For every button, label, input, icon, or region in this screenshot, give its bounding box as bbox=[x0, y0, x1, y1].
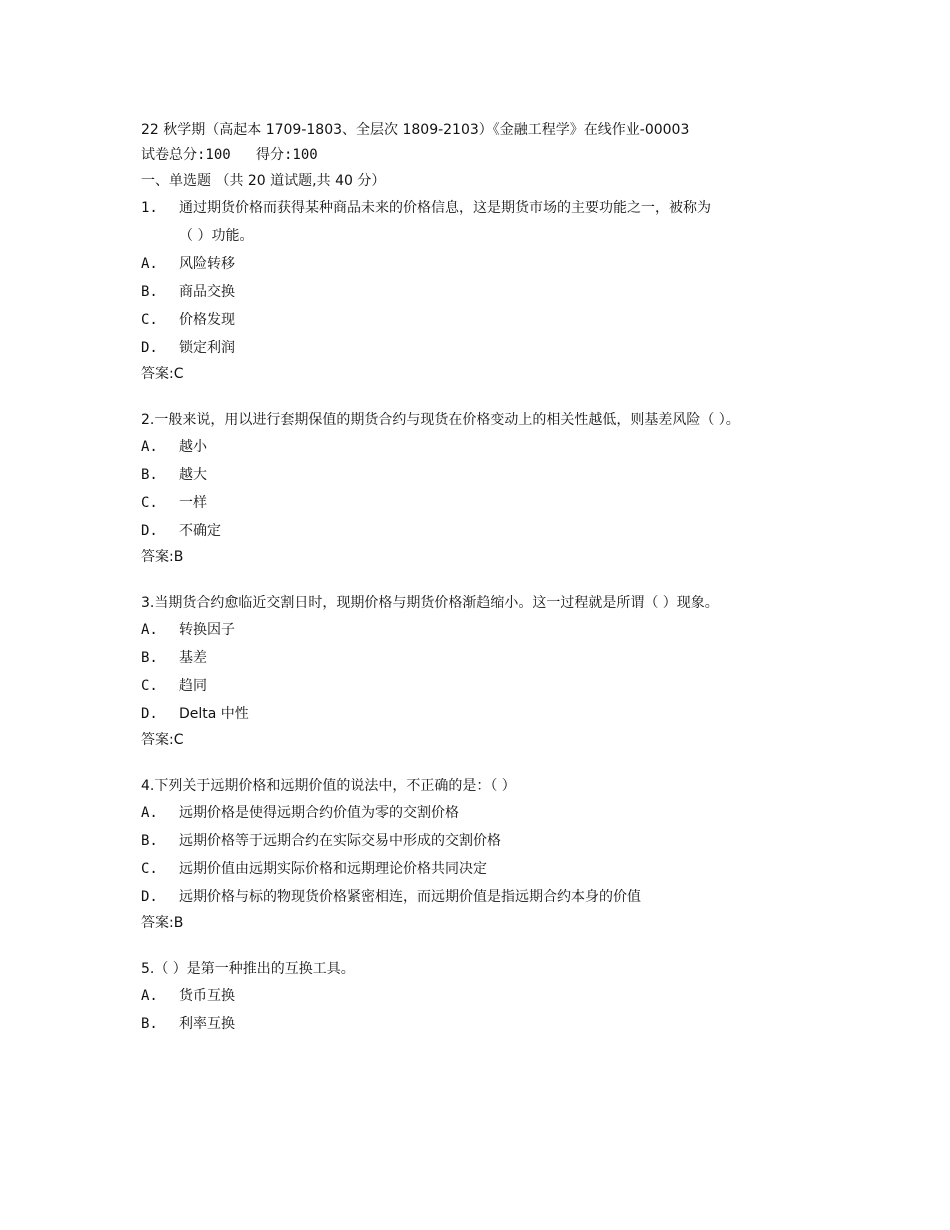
option-text: 基差 bbox=[179, 650, 207, 666]
option-c bbox=[141, 855, 821, 883]
answer: 答案:B bbox=[141, 549, 184, 565]
option-label: B. bbox=[141, 467, 158, 483]
answer: 答案:B bbox=[141, 915, 184, 931]
option-a bbox=[141, 616, 821, 644]
question-4 bbox=[141, 774, 821, 935]
option-b bbox=[141, 827, 821, 855]
option-label: D. bbox=[141, 706, 158, 722]
option-d bbox=[141, 517, 821, 545]
option-label: C. bbox=[141, 861, 158, 877]
answer: 答案:C bbox=[141, 366, 184, 382]
option-text: Delta 中性 bbox=[179, 706, 249, 722]
question-5 bbox=[141, 957, 821, 1038]
option-label: A. bbox=[141, 988, 158, 1004]
option-label: B. bbox=[141, 650, 158, 666]
option-label: C. bbox=[141, 678, 158, 694]
question-number: 1. bbox=[141, 200, 158, 216]
document-page bbox=[141, 118, 821, 1038]
option-c bbox=[141, 489, 821, 517]
option-label: D. bbox=[141, 523, 158, 539]
option-text: 远期价格是使得远期合约价值为零的交割价格 bbox=[179, 805, 459, 821]
option-label: A. bbox=[141, 439, 158, 455]
option-label: A. bbox=[141, 805, 158, 821]
option-c bbox=[141, 306, 821, 334]
option-text: 趋同 bbox=[179, 678, 207, 694]
option-label: C. bbox=[141, 495, 158, 511]
answer: 答案:C bbox=[141, 732, 184, 748]
option-b bbox=[141, 644, 821, 672]
option-text: 商品交换 bbox=[179, 284, 235, 300]
option-b bbox=[141, 461, 821, 489]
question-text: 5.（ ）是第一种推出的互换工具。 bbox=[141, 961, 355, 977]
score-line: 试卷总分:100 得分:100 bbox=[141, 147, 318, 163]
option-a bbox=[141, 799, 821, 827]
option-d bbox=[141, 334, 821, 362]
option-label: B. bbox=[141, 833, 158, 849]
option-text: 远期价格与标的物现货价格紧密相连，而远期价值是指远期合约本身的价值 bbox=[179, 889, 641, 905]
option-label: C. bbox=[141, 312, 158, 328]
option-a bbox=[141, 433, 821, 461]
question-text: 3.当期货合约愈临近交割日时，现期价格与期货价格渐趋缩小。这一过程就是所谓（ ）现象。 bbox=[141, 595, 719, 611]
option-text: 转换因子 bbox=[179, 622, 235, 638]
option-label: D. bbox=[141, 340, 158, 356]
option-text: 不确定 bbox=[179, 523, 221, 539]
option-a bbox=[141, 250, 821, 278]
question-text: 通过期货价格而获得某种商品未来的价格信息，这是期货市场的主要功能之一，被称为 bbox=[179, 200, 711, 216]
section-title: 一、单选题 （共 20 道试题,共 40 分） bbox=[141, 173, 386, 189]
option-c bbox=[141, 672, 821, 700]
option-label: B. bbox=[141, 284, 158, 300]
option-d bbox=[141, 883, 821, 911]
option-b bbox=[141, 1010, 821, 1038]
option-b bbox=[141, 278, 821, 306]
option-label: A. bbox=[141, 256, 158, 272]
question-1 bbox=[141, 194, 821, 386]
option-text: 越大 bbox=[179, 467, 207, 483]
option-text: 利率互换 bbox=[179, 1016, 235, 1032]
option-a bbox=[141, 982, 821, 1010]
document-title: 22 秋学期（高起本 1709-1803、全层次 1809-2103）《金融工程学》在线作业-00003 bbox=[141, 122, 690, 138]
option-text: 货币互换 bbox=[179, 988, 235, 1004]
option-text: 风险转移 bbox=[179, 256, 235, 272]
option-label: D. bbox=[141, 889, 158, 905]
question-3 bbox=[141, 591, 821, 752]
option-text: 远期价值由远期实际价格和远期理论价格共同决定 bbox=[179, 861, 487, 877]
question-text-continued: （ ）功能。 bbox=[179, 228, 254, 244]
question-2 bbox=[141, 408, 821, 569]
option-d bbox=[141, 700, 821, 728]
option-text: 远期价格等于远期合约在实际交易中形成的交割价格 bbox=[179, 833, 501, 849]
option-text: 一样 bbox=[179, 495, 207, 511]
option-text: 越小 bbox=[179, 439, 207, 455]
option-text: 价格发现 bbox=[179, 312, 235, 328]
question-text: 4.下列关于远期价格和远期价值的说法中，不正确的是：（ ） bbox=[141, 778, 516, 794]
option-label: A. bbox=[141, 622, 158, 638]
option-label: B. bbox=[141, 1016, 158, 1032]
option-text: 锁定利润 bbox=[179, 340, 235, 356]
question-text: 2.一般来说，用以进行套期保值的期货合约与现货在价格变动上的相关性越低，则基差风险（ ）。 bbox=[141, 412, 740, 428]
